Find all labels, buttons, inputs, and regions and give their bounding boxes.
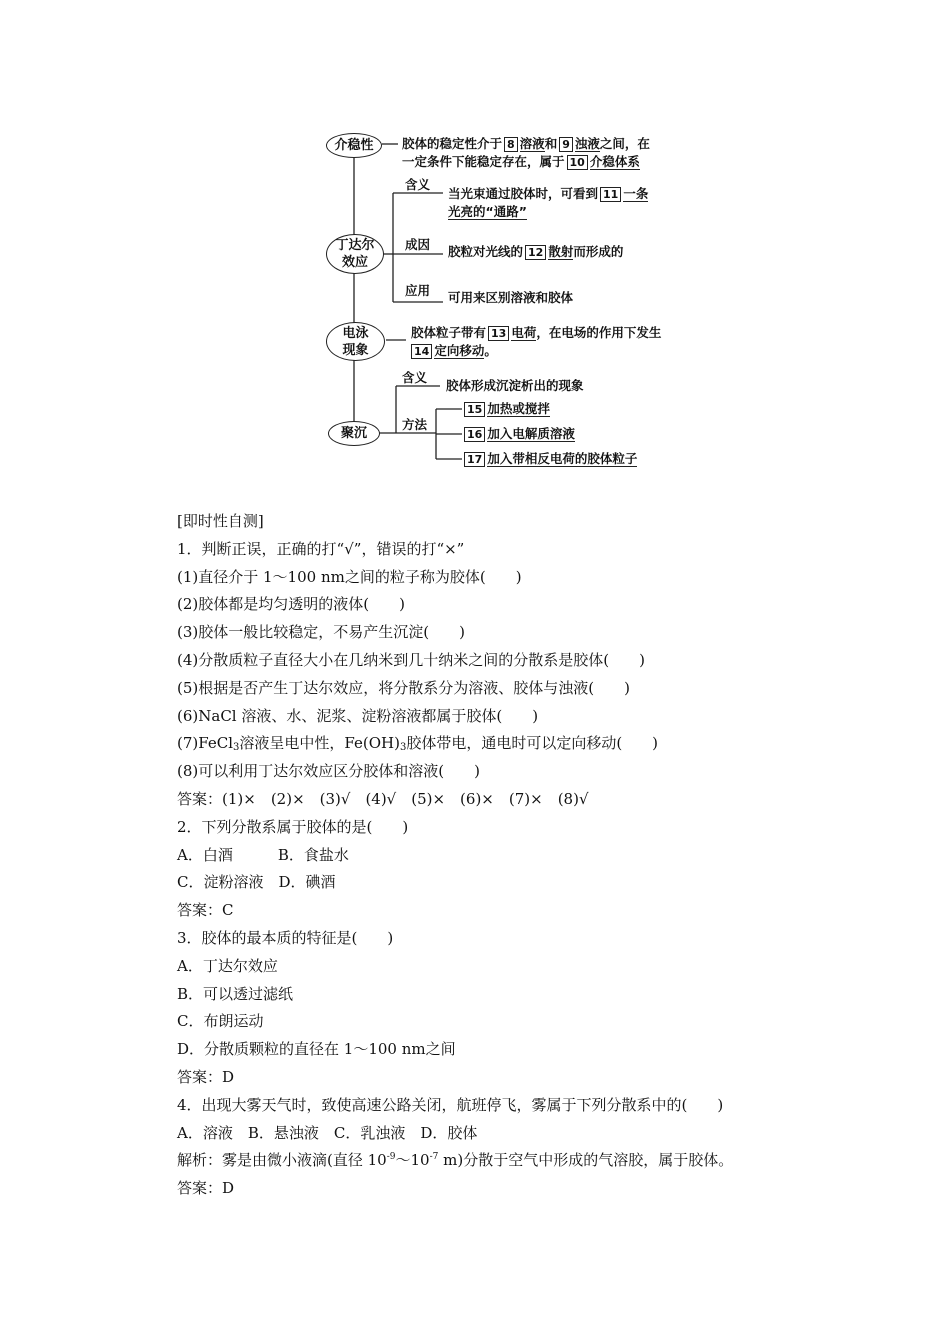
question-2-answer: 答案：C [177, 901, 234, 920]
tyndall-application-text: 可用来区别溶液和胶体 [448, 290, 574, 305]
tyndall-meaning-line1: 当光束通过胶体时，可看到 11 一条 [448, 186, 649, 201]
blank-number-15: 15 [464, 402, 485, 417]
coagulation-method-3: 17 加入带相反电荷的胶体粒子 [464, 450, 637, 468]
question-3-answer: 答案：D [177, 1067, 235, 1086]
node-metastability: 介稳性 [326, 133, 382, 158]
concept-diagram [0, 0, 950, 480]
question-4-explanation: 解析：雾是由微小液滴(直径 $10^{-9}\sim 10^{-7}$ m)分散于空气中形成的气溶胶，属于胶体。 [177, 1151, 734, 1170]
blank-number-13: 13 [488, 326, 509, 341]
tyndall-meaning-line2: 光亮的“通路” [448, 204, 527, 219]
question-4-answer: 答案：D [177, 1179, 235, 1198]
blank-number-8: 8 [504, 137, 518, 152]
blank-number-16: 16 [464, 427, 485, 442]
question-1-answer: 答案：(1)× (2)× (3)√ (4)√ (5)× (6)× (7)× (8)√ [177, 789, 589, 808]
question-2-stem: 2．下列分散系属于胶体的是( ) [177, 817, 409, 836]
coagulation-meaning-text: 胶体形成沉淀析出的现象 [446, 378, 584, 393]
question-1-item-1: (1)直径介于 1～100 nm之间的粒子称为胶体( ) [177, 567, 522, 586]
question-1-item-2: (2)胶体都是均匀透明的液体( ) [177, 595, 405, 614]
question-4-options: A．溶液 B．悬浊液 C．乳浊液 D．胶体 [177, 1123, 478, 1142]
question-1-stem: 1．判断正误，正确的打“√”，错误的打“×” [177, 539, 465, 558]
blank-number-10: 10 [567, 155, 588, 170]
question-3-option-b: B．可以透过滤纸 [177, 984, 294, 1003]
self-test-section [177, 508, 877, 1203]
question-3-stem: 3．胶体的最本质的特征是( ) [177, 928, 394, 947]
electrophoresis-text-line1: 胶体粒子带有 13 电荷，在电场的作用下发生 [411, 325, 662, 340]
blank-number-11: 11 [600, 187, 621, 202]
label-application: 应用 [405, 283, 431, 298]
node-tyndall-effect: 丁达尔 效应 [326, 234, 384, 274]
blank-number-9: 9 [559, 137, 573, 152]
question-1-item-3: (3)胶体一般比较稳定，不易产生沉淀( ) [177, 623, 465, 642]
question-4-stem: 4．出现大雾天气时，致使高速公路关闭，航班停飞，雾属于下列分散系中的( ) [177, 1095, 724, 1114]
blank-number-17: 17 [464, 452, 485, 467]
electrophoresis-text-line2: 14 定向移动。 [411, 342, 497, 360]
question-3-option-c: C．布朗运动 [177, 1012, 264, 1031]
metastability-text-line1: 胶体的稳定性介于 8 溶液和 9 浊液之间，在 [402, 136, 650, 151]
tyndall-cause-text: 胶粒对光线的 12 散射而形成的 [448, 244, 624, 259]
label-method: 方法 [402, 417, 428, 432]
question-2-options-ab: A．白酒 B．食盐水 [177, 845, 349, 864]
question-1-item-8: (8)可以利用丁达尔效应区分胶体和溶液( ) [177, 762, 480, 781]
question-1-item-5: (5)根据是否产生丁达尔效应，将分散系分为溶液、胶体与浊液( ) [177, 678, 630, 697]
node-coagulation: 聚沉 [328, 421, 380, 446]
question-1-item-6: (6)NaCl 溶液、水、泥浆、淀粉溶液都属于胶体( ) [177, 706, 539, 725]
label-meaning: 含义 [405, 177, 431, 192]
question-1-item-4: (4)分散质粒子直径大小在几纳米到几十纳米之间的分散系是胶体( ) [177, 650, 645, 669]
question-3-option-d: D．分散质颗粒的直径在 1～100 nm之间 [177, 1040, 456, 1059]
section-title: [即时性自测] [177, 512, 264, 530]
blank-number-14: 14 [411, 344, 432, 359]
question-3-option-a: A．丁达尔效应 [177, 956, 278, 975]
question-1-item-7: (7)FeCl$_3$溶液呈电中性，$Fe(OH)_3$胶体带电，通电时可以定向移动( ) [177, 734, 659, 754]
coagulation-method-2: 16 加入电解质溶液 [464, 425, 575, 443]
node-electrophoresis: 电泳 现象 [326, 322, 385, 361]
metastability-text-line2: 一定条件下能稳定存在，属于 10 介稳体系 [402, 154, 640, 169]
coagulation-method-1: 15 加热或搅拌 [464, 400, 550, 418]
label-cause: 成因 [405, 237, 431, 252]
blank-number-12: 12 [525, 245, 546, 260]
label-meaning-2: 含义 [402, 370, 428, 385]
question-2-options-cd: C．淀粉溶液 D．碘酒 [177, 873, 336, 892]
